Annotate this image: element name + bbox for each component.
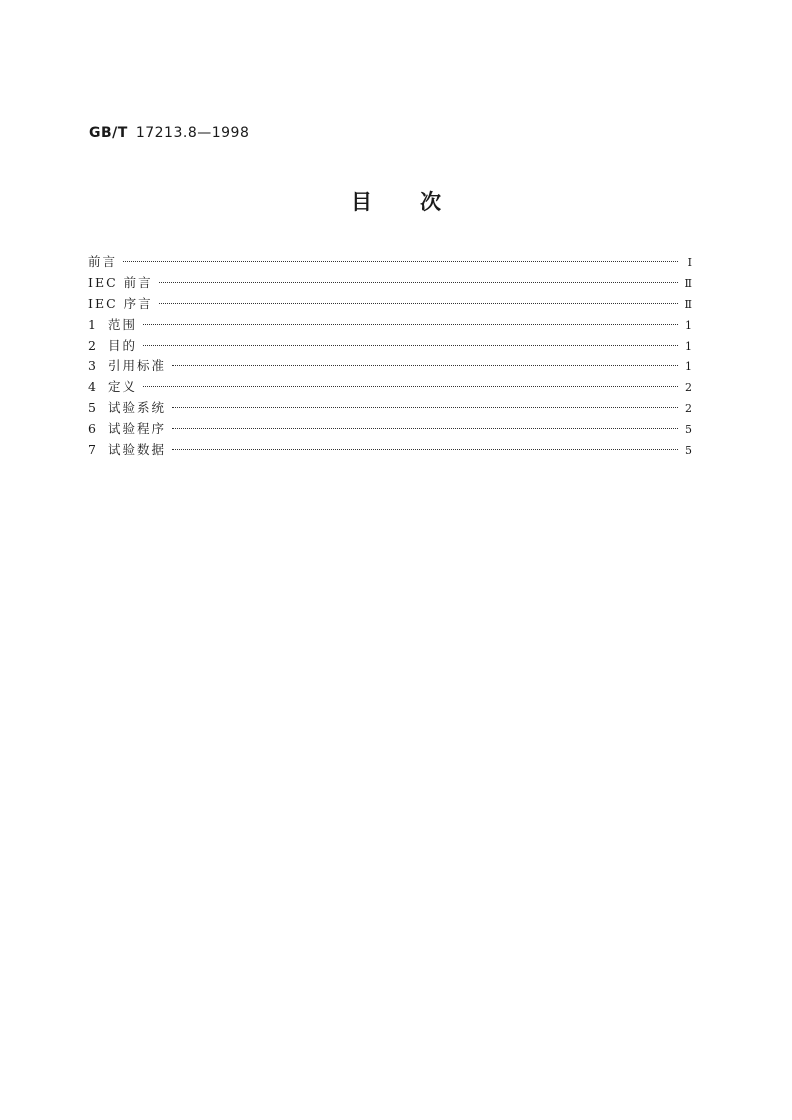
dot-leader	[172, 428, 678, 429]
toc-entry-page: 2	[685, 381, 692, 395]
table-of-contents	[88, 252, 692, 461]
dot-leader	[159, 303, 678, 304]
dot-leader	[172, 407, 678, 408]
toc-entry-page: Ⅱ	[684, 297, 692, 311]
toc-entry-normative-references[interactable]	[88, 356, 692, 377]
toc-entry-number: 7	[88, 442, 96, 458]
toc-entry-label: IEC 前言	[88, 274, 153, 290]
toc-entry-iec-foreword[interactable]	[88, 273, 692, 294]
toc-entry-label: 试验程序	[108, 421, 167, 437]
dot-leader	[172, 365, 678, 366]
toc-entry-number: 1	[88, 316, 96, 332]
toc-entry-test-system[interactable]	[88, 398, 692, 419]
toc-entry-number: 6	[88, 421, 96, 437]
toc-entry-foreword[interactable]	[88, 252, 692, 273]
toc-entry-label: 目的	[108, 337, 138, 353]
toc-entry-label: 范围	[108, 316, 138, 332]
toc-entry-label: 试验系统	[108, 400, 167, 416]
dot-leader	[123, 261, 678, 262]
standard-prefix: GB/T	[89, 125, 128, 141]
dot-leader	[172, 449, 678, 450]
toc-entry-definitions[interactable]	[88, 377, 692, 398]
toc-entry-object[interactable]	[88, 336, 692, 357]
toc-entry-number: 5	[88, 400, 96, 416]
toc-entry-label: 引用标准	[108, 358, 167, 374]
toc-entry-label: 试验数据	[108, 442, 167, 458]
toc-entry-label: 定义	[108, 379, 138, 395]
toc-entry-page: 5	[685, 444, 692, 458]
toc-entry-scope[interactable]	[88, 315, 692, 336]
toc-entry-test-procedure[interactable]	[88, 419, 692, 440]
toc-entry-label: 前言	[88, 254, 118, 269]
toc-entry-test-data[interactable]	[88, 440, 692, 461]
toc-entry-page: 1	[685, 339, 692, 353]
dot-leader	[143, 345, 678, 346]
standard-number: 17213.8—1998	[135, 125, 250, 141]
toc-entry-page: 2	[685, 402, 692, 416]
toc-entry-number: 3	[88, 358, 96, 374]
toc-entry-iec-introduction[interactable]	[88, 294, 692, 315]
toc-entry-page: 1	[685, 318, 692, 332]
dot-leader	[159, 282, 678, 283]
dot-leader	[143, 324, 678, 325]
dot-leader	[143, 386, 678, 387]
toc-entry-page: Ⅰ	[687, 256, 692, 269]
toc-entry-page: 1	[685, 360, 692, 374]
toc-entry-number: 2	[88, 337, 96, 353]
toc-entry-number: 4	[88, 379, 96, 395]
toc-entry-page: Ⅱ	[684, 276, 692, 290]
toc-entry-page: 5	[685, 423, 692, 437]
page-title: 目次	[351, 190, 489, 214]
toc-entry-label: IEC 序言	[88, 295, 153, 311]
document-code	[89, 125, 249, 141]
